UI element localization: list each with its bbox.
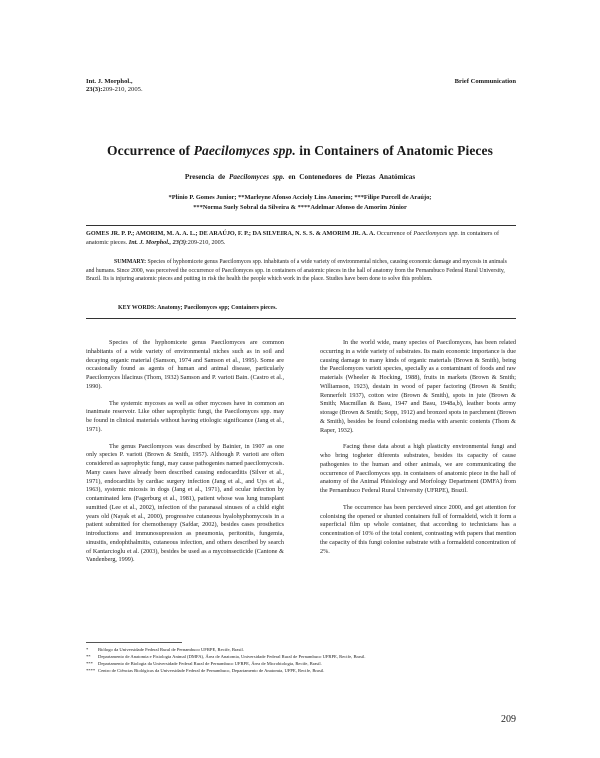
journal-name: Int. J. Morphol.,	[86, 78, 133, 85]
journal-header	[86, 78, 143, 94]
footnote-divider	[86, 642, 182, 643]
footnote: *** Departamento de Biologia da Universidade Federal Rural de Pernambuco UFRPE, Área de Microbiologia, Recife, Brasil.	[86, 661, 322, 667]
journal-pages: 209-210, 2005.	[102, 86, 143, 93]
paragraph: Species of the hyphomicete genus Paecilomyces are common inhabitants of a wide variety of environmental niches such as in soil and decaying organic material (Samson, 1974 and Samson et al., 1995). Some are occasionally found as agents of human and animal disease, particularly Paecilomyces lilacinus (Thom, 1932) Samson and P. varioti Bain. (Castro et al., 1990).	[86, 339, 284, 390]
summary: SUMMARY: Species of hyphomicete genus Paecilomyces spp. inhabitants of a wide variety of environmental niches, causing economic damage and mycosis in animals and humans. Since 2000, was perceived the occurrence of Paecilomyces spp. in containers of anatomic pieces in the hall of anatomy from the Pernambuco Federal Rural University, Brazil. Its is injuring anatomic pieces and putting in risk the health the people which work in the place. Studies have been done to solve this problem.	[86, 259, 507, 283]
author-line-2: ***Norma Suely Sobral da Silveira & ****Adelmar Afonso de Amorim Júnior	[193, 204, 407, 211]
footnotes	[86, 646, 366, 674]
bottom-divider	[86, 318, 516, 319]
keywords: KEY WORDS: Anatomy; Paecilomyces spp; Containers pieces.	[118, 305, 277, 311]
footnote: * Biólogo da Universidade Federal Rural de Pernambuco UFRPE, Recife, Brasil.	[86, 647, 244, 652]
page-number: 209	[501, 714, 516, 725]
paragraph: The systemic mycoses as well as other mycoses have in common an inanimate reservoir. Like other saprophytic fungi, the Paecilomyces spp. may be found in clinical materials without having etiologic significance (Jang et al., 1971).	[86, 399, 284, 433]
footnote: **** Centro de Ciências Biológicas da Universidade Federal de Pernambuco, Departamento de Anatomia, UFPE, Recife, Brasil.	[86, 668, 325, 674]
section-label: Brief Communication	[454, 78, 516, 85]
author-line-1: *Plínio P. Gomes Junior; **Marleyne Afonso Accioly Lins Amorim; ***Filipe Purcell de Araújo;	[168, 194, 432, 201]
footnote: ** Departamento de Anatomia e Fisiologia Animal (DMFA), Área de Anatomia, Universidade Federal Rural de Pernambuco UFRPE, Recife, Brasil.	[86, 654, 366, 660]
body-right-column	[320, 339, 516, 564]
paragraph: The genus Paecilomyces was described by Bainier, in 1907 as one only species P. varioti (Brown & Smith, 1957). Although P. varioti are often considered as saprophytic fungi, may cause pathogenies named paecilomycosis. Many cases have already been described causing endocarditis (Silver et al., 1971), endocarditis by cardiac surgery infection (Jang et al., and Uys et al., 1963), systemic micosis in dogs (Jang et al., 1971), and ocular infection by contaminated lens (Fagerburg et al., 1981), patient whose was lung transplant sumitted (Lee et al., 2002), infection of the paranasal sinuses of a child eight years old (Nayak et al., 2000), progressive cutaneous hyalohyphomycosis in a patient submitted for chemotherapy (Safdar, 2002), besides cases prosthetics introductions and immunosupression as pneumonia, peritonitis, fungemia, sinusitis, endophthalmitis, cutaneous infection, and others described by search of Kantarcioglu et al. (2003), besides be used as a mycoinsecticide (Cantone & Vandenberg, 1999).	[86, 442, 284, 564]
paragraph: The occurrence has been percieved since 2000, and get attention for colonising the opened or shunted containers full of formaldeid, wich it form a superficial film up whole container, that according to technicians has a concentration of 10% of the total content, contrasting with papers that mention the capacity of this fungi colonise substrate with a formaldeid concentration of 2%.	[320, 503, 516, 555]
top-divider	[86, 225, 516, 226]
paper-title: Occurrence of Paecilomyces spp. in Containers of Anatomic Pieces	[107, 143, 493, 158]
paragraph: Facing these data about a high plasticity environmental fungi and who bring togheter diferents substrates, besides its capacity of cause pathogenies to the human and other animals, we are communicating the occurrence of Paecilomyces spp. in containers of anatomic piece in the hall of anatomy of the Animal Phisiology and Morfology Department (DMFA) from the Pernambuco Federal Rural University (UFRPE), Brazil.	[320, 443, 516, 494]
author-list	[60, 193, 540, 213]
paragraph: In the world wide, many species of Paecilomyces, has been related occurring in a wide variety of substrates. Its main economic importance is due causing damage to many kinds of organic materials (Brown & Smith), being the Paecilomyces varioti species, specially as a contaminant of foods and raw materials (Wheeler & Hocking, 1988), fruits in markets (Brown & Smith; Williamson, 1923), destain in wood of paper factoring (Brown & Smith; Rennerfelt 1937), cotton wire (Brown & Smith), spots in jute (Brown & Smith; Macmillan & Basu, 1947 and Basu, 1948a,b), leather boots army storage (Brown & Smith; Sopp, 1912) and bronzed spots in parchment (Brown & Smith), besides be found colonising media with arsenic contents (Thom & Raper, 1932).	[320, 339, 516, 434]
body-left-column	[86, 339, 284, 573]
citation: GOMES JR. P. P.; AMORIM, M. A. A. L.; DE ARAÚJO, F. P.; DA SILVEIRA, N. S. S. & AMORIM JR. A. A. Occurrence of Paecilomyces spp. in containers of anatomic pieces. Int. J. Morphol., 23(3):209-210, 2005.	[86, 230, 500, 246]
paper-subtitle: Presencia de Paecilomyces spp. en Contenedores de Piezas Anatómicas	[184, 173, 416, 181]
journal-volume: 23(3):	[86, 86, 103, 93]
